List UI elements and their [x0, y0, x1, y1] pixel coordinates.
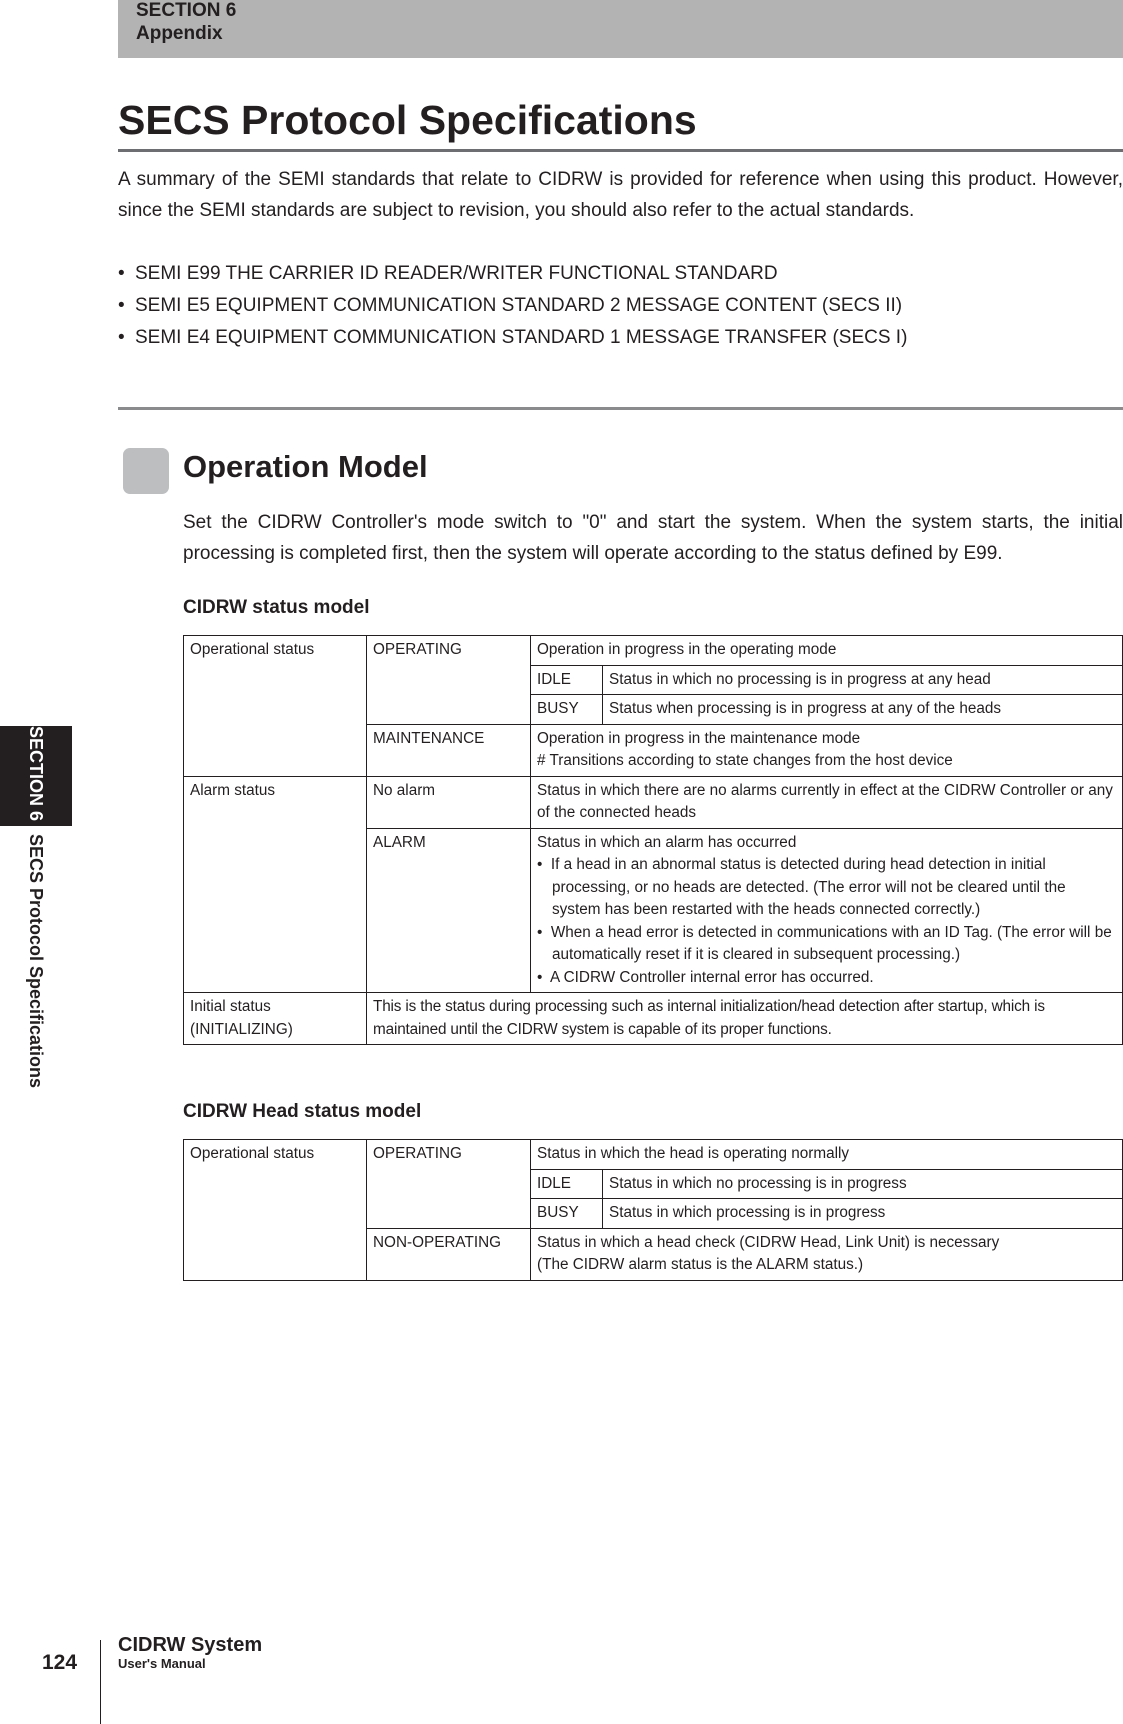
table-cell: Status in which an alarm has occurred • If a head in an abnormal status is detected during head detection in initial processing, or no heads are detected. (The error will not be cleared until the system has been restarted with the heads connected correctly.) • When a head error is detected in communications with an ID Tag. (The error will be automatically reset if it is cleared in subsequent processing.) • A CIDRW Controller internal error has occurred. — [531, 828, 1123, 993]
cidrw-head-status-table — [183, 1139, 1123, 1281]
cidrw-status-table — [183, 635, 1123, 1045]
list-item: • When a head error is detected in communications with an ID Tag. (The error will be automatically reset if it is cleared in subsequent processing.) — [537, 923, 1112, 963]
page-title: SECS Protocol Specifications — [118, 97, 697, 143]
title-divider — [118, 149, 1123, 152]
bullet-icon: • — [118, 295, 125, 316]
footer-divider — [100, 1640, 101, 1724]
table-cell: NON-OPERATING — [367, 1228, 531, 1280]
bullet-icon: • — [118, 327, 125, 348]
footer-product: CIDRW System — [118, 1634, 263, 1656]
table-cell: IDLE — [531, 1169, 603, 1199]
bullet-icon: • — [537, 968, 543, 986]
table-row — [184, 776, 1123, 828]
table-cell: This is the status during processing such as internal initialization/head detection after startup, which is maintained until the CIDRW system is capable of its proper functions. — [367, 993, 1123, 1045]
table-cell: Status in which a head check (CIDRW Head, Link Unit) is necessary (The CIDRW alarm status is the ALARM status.) — [531, 1228, 1123, 1280]
table-cell: ALARM — [367, 828, 531, 993]
header-section-label: SECTION 6 — [136, 0, 237, 21]
section-divider — [118, 407, 1123, 410]
list-item: • SEMI E5 EQUIPMENT COMMUNICATION STANDARD 2 MESSAGE CONTENT (SECS II) — [118, 290, 1123, 322]
table-cell: BUSY — [531, 1199, 603, 1229]
table-cell: Status in which there are no alarms currently in effect at the CIDRW Controller or any of the connected heads — [531, 776, 1123, 828]
section-marker-icon — [123, 448, 169, 494]
table-cell: Status in which processing is in progress — [603, 1199, 1123, 1229]
table-cell: BUSY — [531, 695, 603, 725]
list-item: • SEMI E99 THE CARRIER ID READER/WRITER FUNCTIONAL STANDARD — [118, 258, 1123, 290]
bullet-icon: • — [537, 856, 543, 873]
page-number: 124 — [42, 1651, 78, 1674]
table-cell: IDLE — [531, 665, 603, 695]
table-cell: Status in which no processing is in progress — [603, 1169, 1123, 1199]
side-tab-section: SECTION 6 — [26, 726, 46, 822]
head-model-title: CIDRW Head status model — [183, 1101, 422, 1122]
side-tab-title: SECS Protocol Specifications — [26, 834, 46, 1089]
table-row — [184, 1140, 1123, 1170]
table-cell: Operation in progress in the operating mode — [531, 636, 1123, 666]
bullet-icon: • — [537, 923, 543, 941]
table-cell: Status when processing is in progress at any of the heads — [603, 695, 1123, 725]
list-item: • SEMI E4 EQUIPMENT COMMUNICATION STANDARD 1 MESSAGE TRANSFER (SECS I) — [118, 322, 1123, 354]
footer-manual: User's Manual — [118, 1656, 206, 1671]
section-title: Operation Model — [183, 449, 428, 484]
table-row — [184, 993, 1123, 1045]
table-cell: Operational status — [184, 636, 367, 777]
section-header-band — [118, 0, 1123, 58]
table-cell: Alarm status — [184, 776, 367, 993]
status-model-title: CIDRW status model — [183, 597, 370, 618]
table-cell: Initial status (INITIALIZING) — [184, 993, 367, 1045]
list-item: • A CIDRW Controller internal error has occurred. — [537, 968, 874, 986]
table-cell: Operation in progress in the maintenance mode # Transitions according to state changes from the host device — [531, 724, 1123, 776]
table-cell: OPERATING — [367, 1140, 531, 1229]
table-cell: MAINTENANCE — [367, 724, 531, 776]
list-item: • If a head in an abnormal status is detected during head detection in initial processing, or no heads are detected. (The error will not be cleared until the system has been restarted with the heads connected correctly.) — [537, 856, 1066, 918]
intro-paragraph: A summary of the SEMI standards that relate to CIDRW is provided for reference when using this product. However, since the SEMI standards are subject to revision, you should also refer to the actual standards. — [118, 169, 1123, 221]
table-cell: Status in which the head is operating normally — [531, 1140, 1123, 1170]
standards-list — [118, 258, 1123, 354]
table-cell: No alarm — [367, 776, 531, 828]
table-cell: OPERATING — [367, 636, 531, 725]
table-row — [184, 636, 1123, 666]
table-cell: Operational status — [184, 1140, 367, 1281]
section-body: Set the CIDRW Controller's mode switch to "0" and start the system. When the system starts, the initial processing is completed first, then the system will operate according to the status defined by E99. — [183, 512, 1123, 564]
bullet-icon: • — [118, 263, 125, 284]
table-cell: Status in which no processing is in progress at any head — [603, 665, 1123, 695]
header-chapter-label: Appendix — [136, 23, 223, 44]
